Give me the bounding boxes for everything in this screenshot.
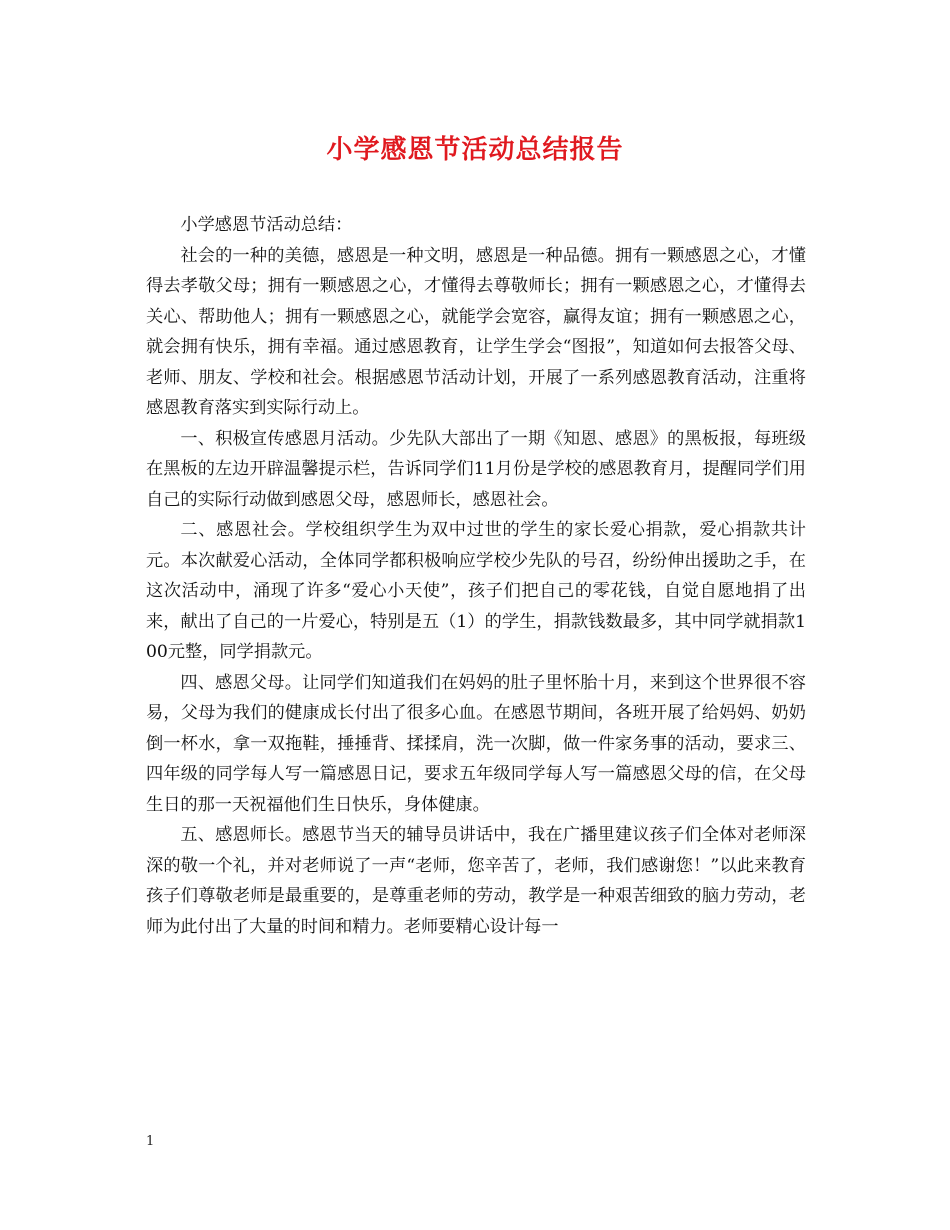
paragraph-summary-heading: 小学感恩节活动总结：	[180, 215, 353, 235]
document-title: 小学感恩节活动总结报告	[326, 135, 624, 165]
document-body	[146, 210, 806, 942]
paragraph-introduction: 社会的一种的美德，感恩是一种文明，感恩是一种品德。拥有一颗感恩之心，才懂得去孝敬父母；拥有一颗感恩之心，才懂得去尊敬师长；拥有一颗感恩之心，才懂得去关心、帮助他人；拥有一颗感恩之心，就能学会宽容，赢得友谊；拥有一颗感恩之心，就会拥有快乐，拥有幸福。通过感恩教育，让学生学会“图报”，知道如何去报答父母、老师、朋友、学校和社会。根据感恩节活动计划，开展了一系列感恩教育活动，注重将感恩教育落实到实际行动上。	[146, 245, 806, 418]
paragraph-section-four: 四、感恩父母。让同学们知道我们在妈妈的肚子里怀胎十月，来到这个世界很不容易，父母为我们的健康成长付出了很多心血。在感恩节期间，各班开展了给妈妈、奶奶倒一杯水，拿一双拖鞋，捶捶背、揉揉肩，洗一次脚，做一件家务事的活动，要求三、四年级的同学每人写一篇感恩日记，要求五年级同学每人写一篇感恩父母的信，在父母生日的那一天祝福他们生日快乐，身体健康。	[146, 672, 806, 815]
page-number: 1	[146, 1134, 155, 1149]
paragraph-section-five: 五、感恩师长。感恩节当天的辅导员讲话中，我在广播里建议孩子们全体对老师深深的敬一个礼，并对老师说了一声“老师，您辛苦了，老师，我们感谢您！”以此来教育孩子们尊敬老师是最重要的，是尊重老师的劳动，教学是一种艰苦细致的脑力劳动，老师为此付出了大量的时间和精力。老师要精心设计每一	[146, 825, 806, 937]
paragraph-section-one: 一、积极宣传感恩月活动。少先队大部出了一期《知恩、感恩》的黑板报，每班级在黑板的左边开辟温馨提示栏，告诉同学们11月份是学校的感恩教育月，提醒同学们用自己的实际行动做到感恩父母，感恩师长，感恩社会。	[146, 428, 806, 510]
paragraph-section-two: 二、感恩社会。学校组织学生为双中过世的学生的家长爱心捐款，爱心捐款共计元。本次献爱心活动，全体同学都积极响应学校少先队的号召，纷纷伸出援助之手，在这次活动中，涌现了许多“爱心小天使”，孩子们把自己的零花钱，自觉自愿地捐了出来，献出了自己的一片爱心，特别是五（1）的学生，捐款钱数最多，其中同学就捐款100元整，同学捐款元。	[146, 520, 806, 662]
